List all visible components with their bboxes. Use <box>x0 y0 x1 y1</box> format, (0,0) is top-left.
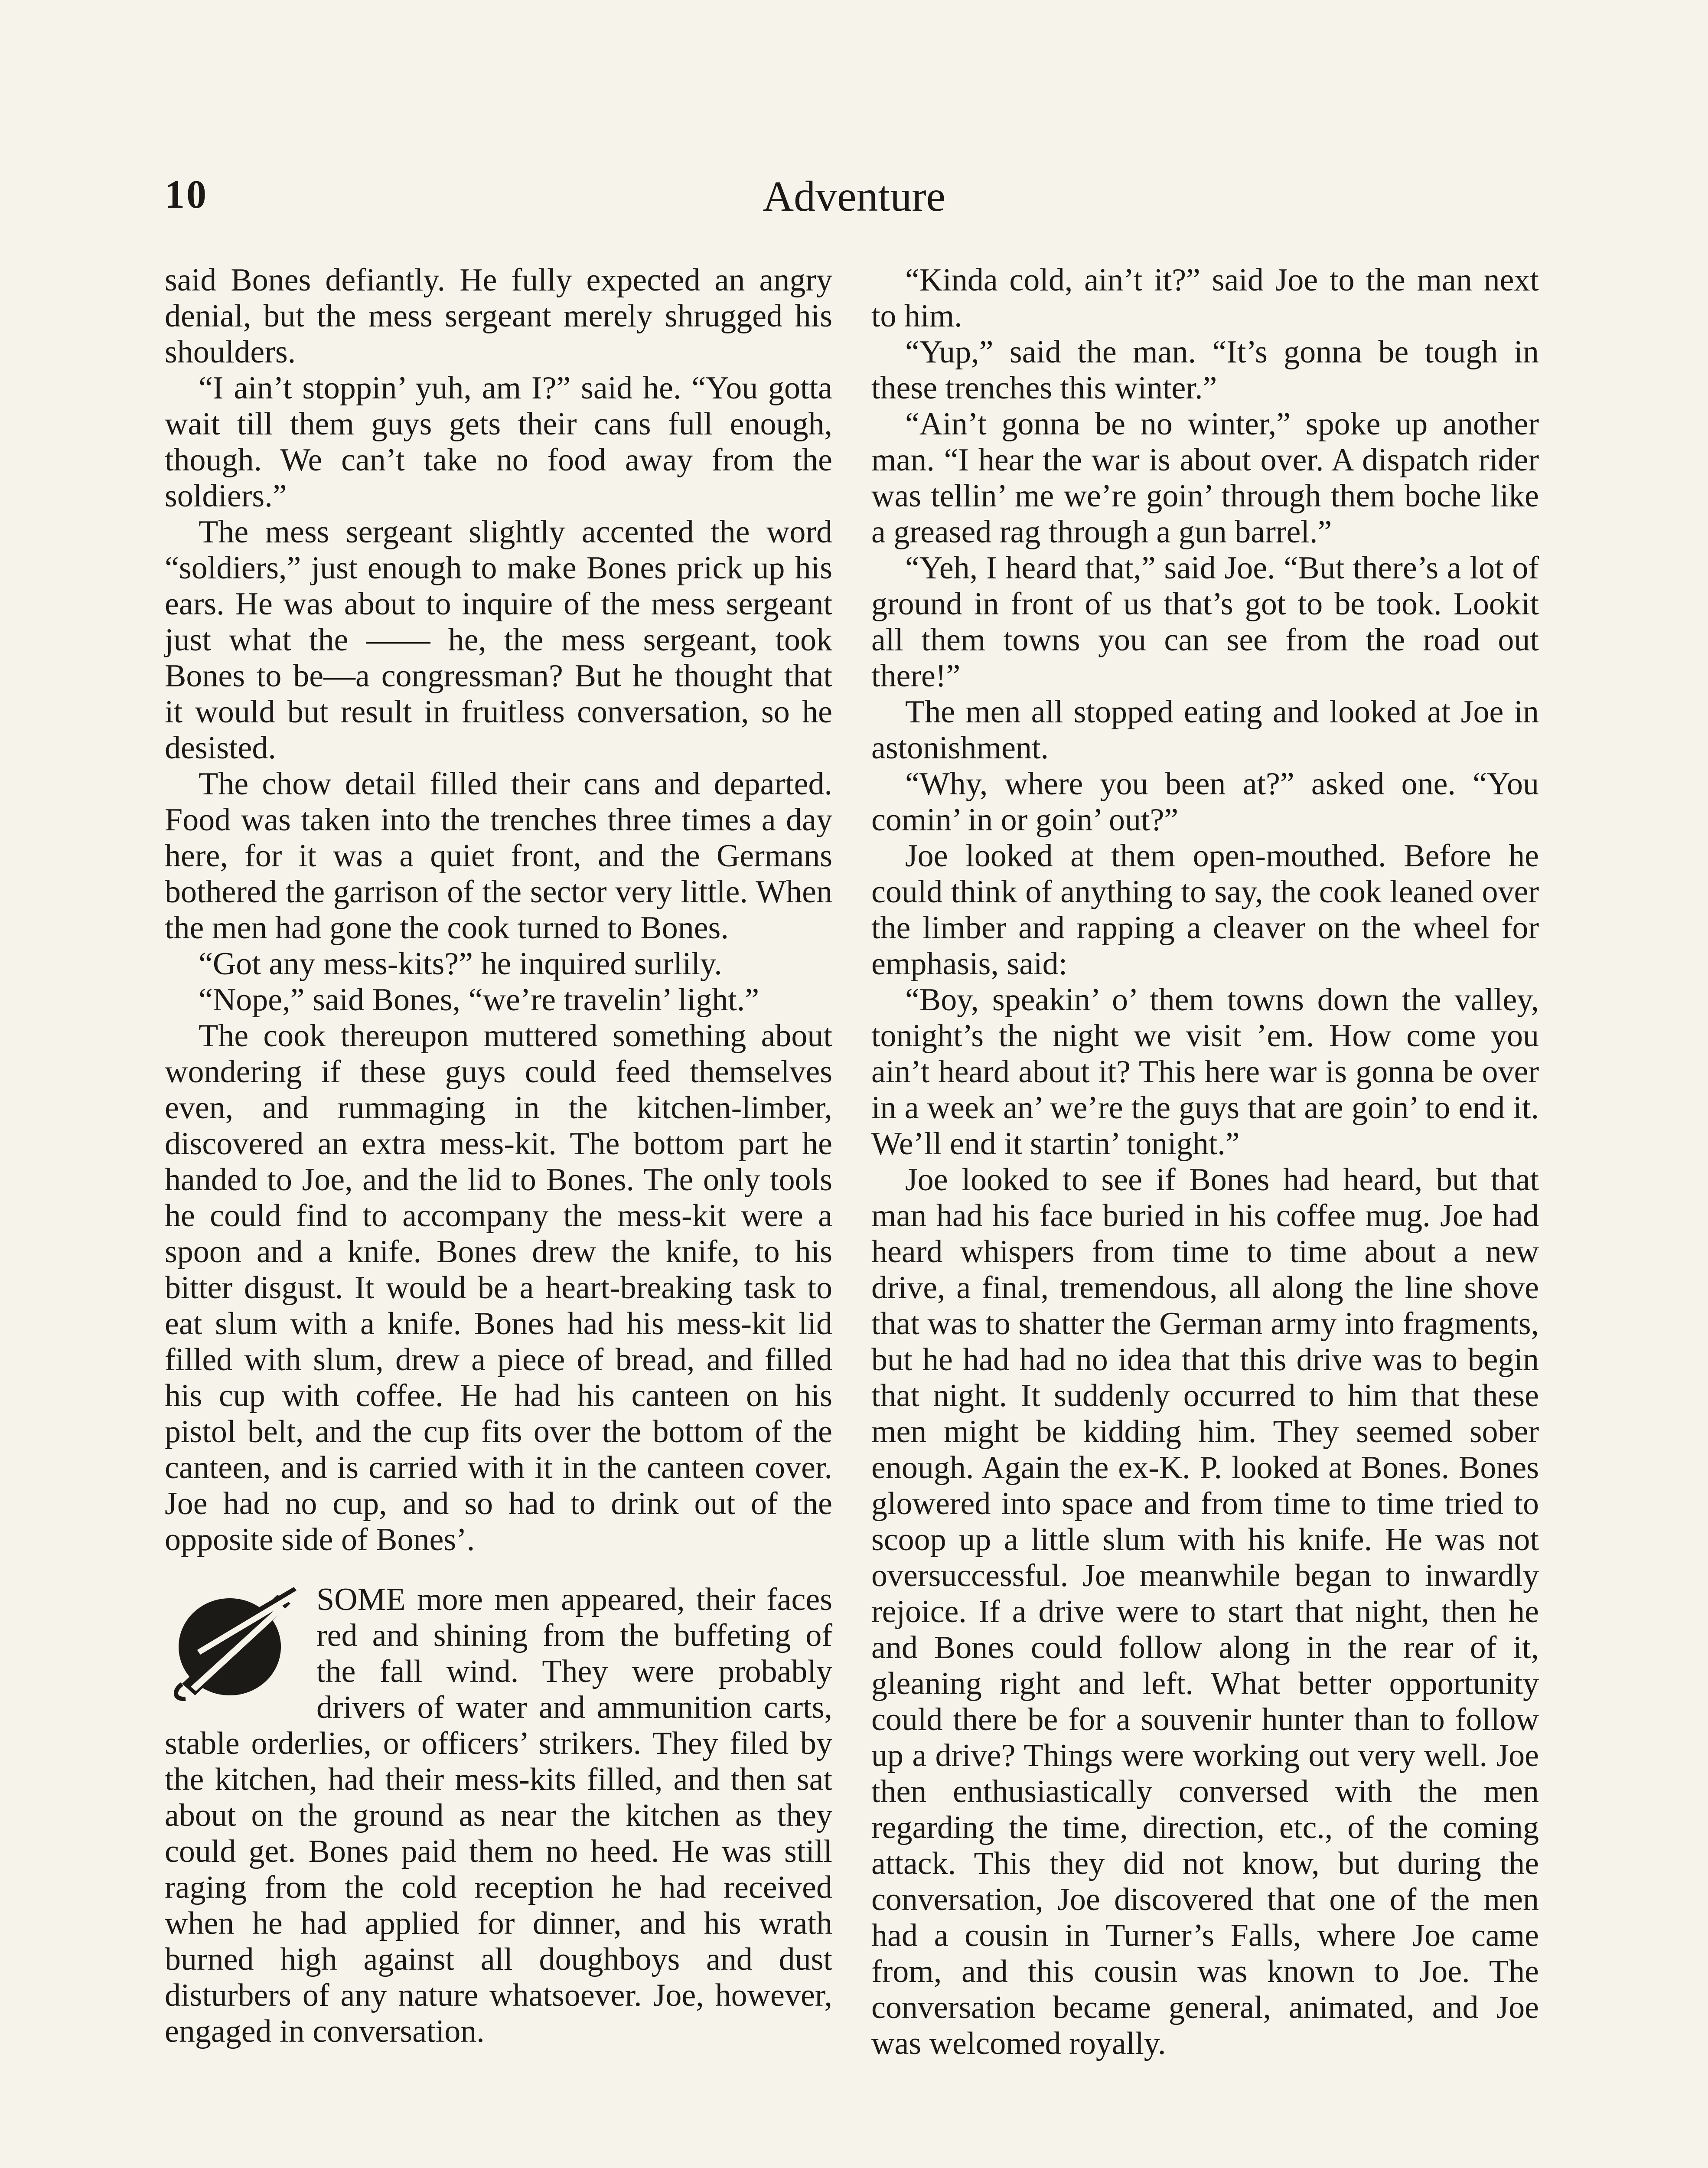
section-paragraph: SOME more men appeared, their faces red and shining from the buffeting of the fall wind. They were probably drivers of water and ammunition carts, stable orderlies, or officers’ strikers. They filed by the kitchen, had their mess-kits filled, and then sat about on the ground as near the kitchen as they could get. Bones paid them no heed. He was still raging from the cold reception he had received when he had applied for dinner, and his wrath burned high against all doughboys and dust disturbers of any nature whatsoever. Joe, however, engaged in conversation. <box>165 1582 832 2049</box>
section-break-ornament-icon <box>165 1582 308 1708</box>
paragraph: The cook thereupon muttered something about wondering if these guys could feed themselves even, and rummaging in the kitchen-limber, discovered an extra mess-kit. The bottom part he handed to Joe, and the lid to Bones. The only tools he could find to accompany the mess-kit were a spoon and a knife. Bones drew the knife, to his bitter disgust. It would be a heart-breaking task to eat slum with a knife. Bones had his mess-kit lid filled with slum, drew a piece of bread, and filled his cup with coffee. He had his canteen on his pistol belt, and the cup fits over the bottom of the canteen, and is carried with it in the canteen cover. Joe had no cup, and so had to drink out of the opposite side of Bones’. <box>165 1018 832 1557</box>
paragraph: “Got any mess-kits?” he inquired surlily. <box>199 946 722 982</box>
paragraph: Joe looked to see if Bones had heard, but that man had his face buried in his coffee mug. Joe had heard whispers from time to time about a new drive, a final, tremendous, all along the line shove that was to shatter the German army into fragments, but he had had no idea that this drive was to begin that night. It suddenly occurred to him that these men might be kidding him. They seemed sober enough. Again the ex-K. P. looked at Bones. Bones glowered into space and from time to time tried to scoop up a little slum with his knife. He was not oversuccessful. Joe meanwhile began to inwardly rejoice. If a drive were to start that night, then he and Bones could follow along in the rear of it, gleaning right and left. What better opportunity could there be for a souvenir hunter than to follow up a drive? Things were working out very well. Joe then enthusiastically conversed with the men regarding the time, direction, etc., of the coming attack. This they did not know, but during the conversation, Joe discovered that one of the men had a cousin in Turner’s Falls, where Joe came from, and this cousin was known to Joe. The conversation became general, animated, and Joe was welcomed royally. <box>871 1162 1539 2061</box>
right-column <box>871 262 1539 2062</box>
paragraph: “Yeh, I heard that,” said Joe. “But there’s a lot of ground in front of us that’s got to be took. Lookit all them towns you can see from the road out there!” <box>871 550 1539 694</box>
paragraph: “I ain’t stoppin’ yuh, am I?” said he. “You gotta wait till them guys gets their cans full enough, though. We can’t take no food away from the soldiers.” <box>165 370 832 514</box>
page-header <box>165 171 1543 232</box>
paragraph: “Boy, speakin’ o’ them towns down the valley, tonight’s the night we visit ’em. How come you ain’t heard about it? This here war is gonna be over in a week an’ we’re the guys that are goin’ to end it. We’ll end it startin’ tonight.” <box>871 982 1539 1162</box>
paragraph: The men all stopped eating and looked at Joe in astonishment. <box>871 694 1539 766</box>
paragraph: “Ain’t gonna be no winter,” spoke up another man. “I hear the war is about over. A dispatch rider was tellin’ me we’re goin’ through them boche like a greased rag through a gun barrel.” <box>871 406 1539 550</box>
paragraph: “Why, where you been at?” asked one. “You comin’ in or goin’ out?” <box>871 766 1539 838</box>
paragraph: The mess sergeant slightly accented the word “soldiers,” just enough to make Bones prick up his ears. He was about to inquire of the mess sergeant just what the —— he, the mess sergeant, took Bones to be—a congressman? But he thought that it would but result in fruitless conversation, so he desisted. <box>165 514 832 766</box>
paragraph: said Bones defiantly. He fully expected an angry denial, but the mess sergeant merely shrugged his shoulders. <box>165 262 832 370</box>
page-number: 10 <box>165 172 208 216</box>
left-column <box>165 262 832 2050</box>
paragraph: Joe looked at them open-mouthed. Before he could think of anything to say, the cook leaned over the limber and rapping a cleaver on the wheel for emphasis, said: <box>871 838 1539 982</box>
paragraph: “Nope,” said Bones, “we’re travelin’ light.” <box>199 982 759 1018</box>
paragraph: “Kinda cold, ain’t it?” said Joe to the man next to him. <box>871 262 1539 334</box>
paragraph: “Yup,” said the man. “It’s gonna be tough in these trenches this winter.” <box>871 334 1539 406</box>
paragraph: The chow detail filled their cans and departed. Food was taken into the trenches three times a day here, for it was a quiet front, and the Germans bothered the garrison of the sector very little. When the men had gone the cook turned to Bones. <box>165 766 832 946</box>
magazine-title: Adventure <box>762 172 946 220</box>
section-break <box>165 1582 832 2050</box>
